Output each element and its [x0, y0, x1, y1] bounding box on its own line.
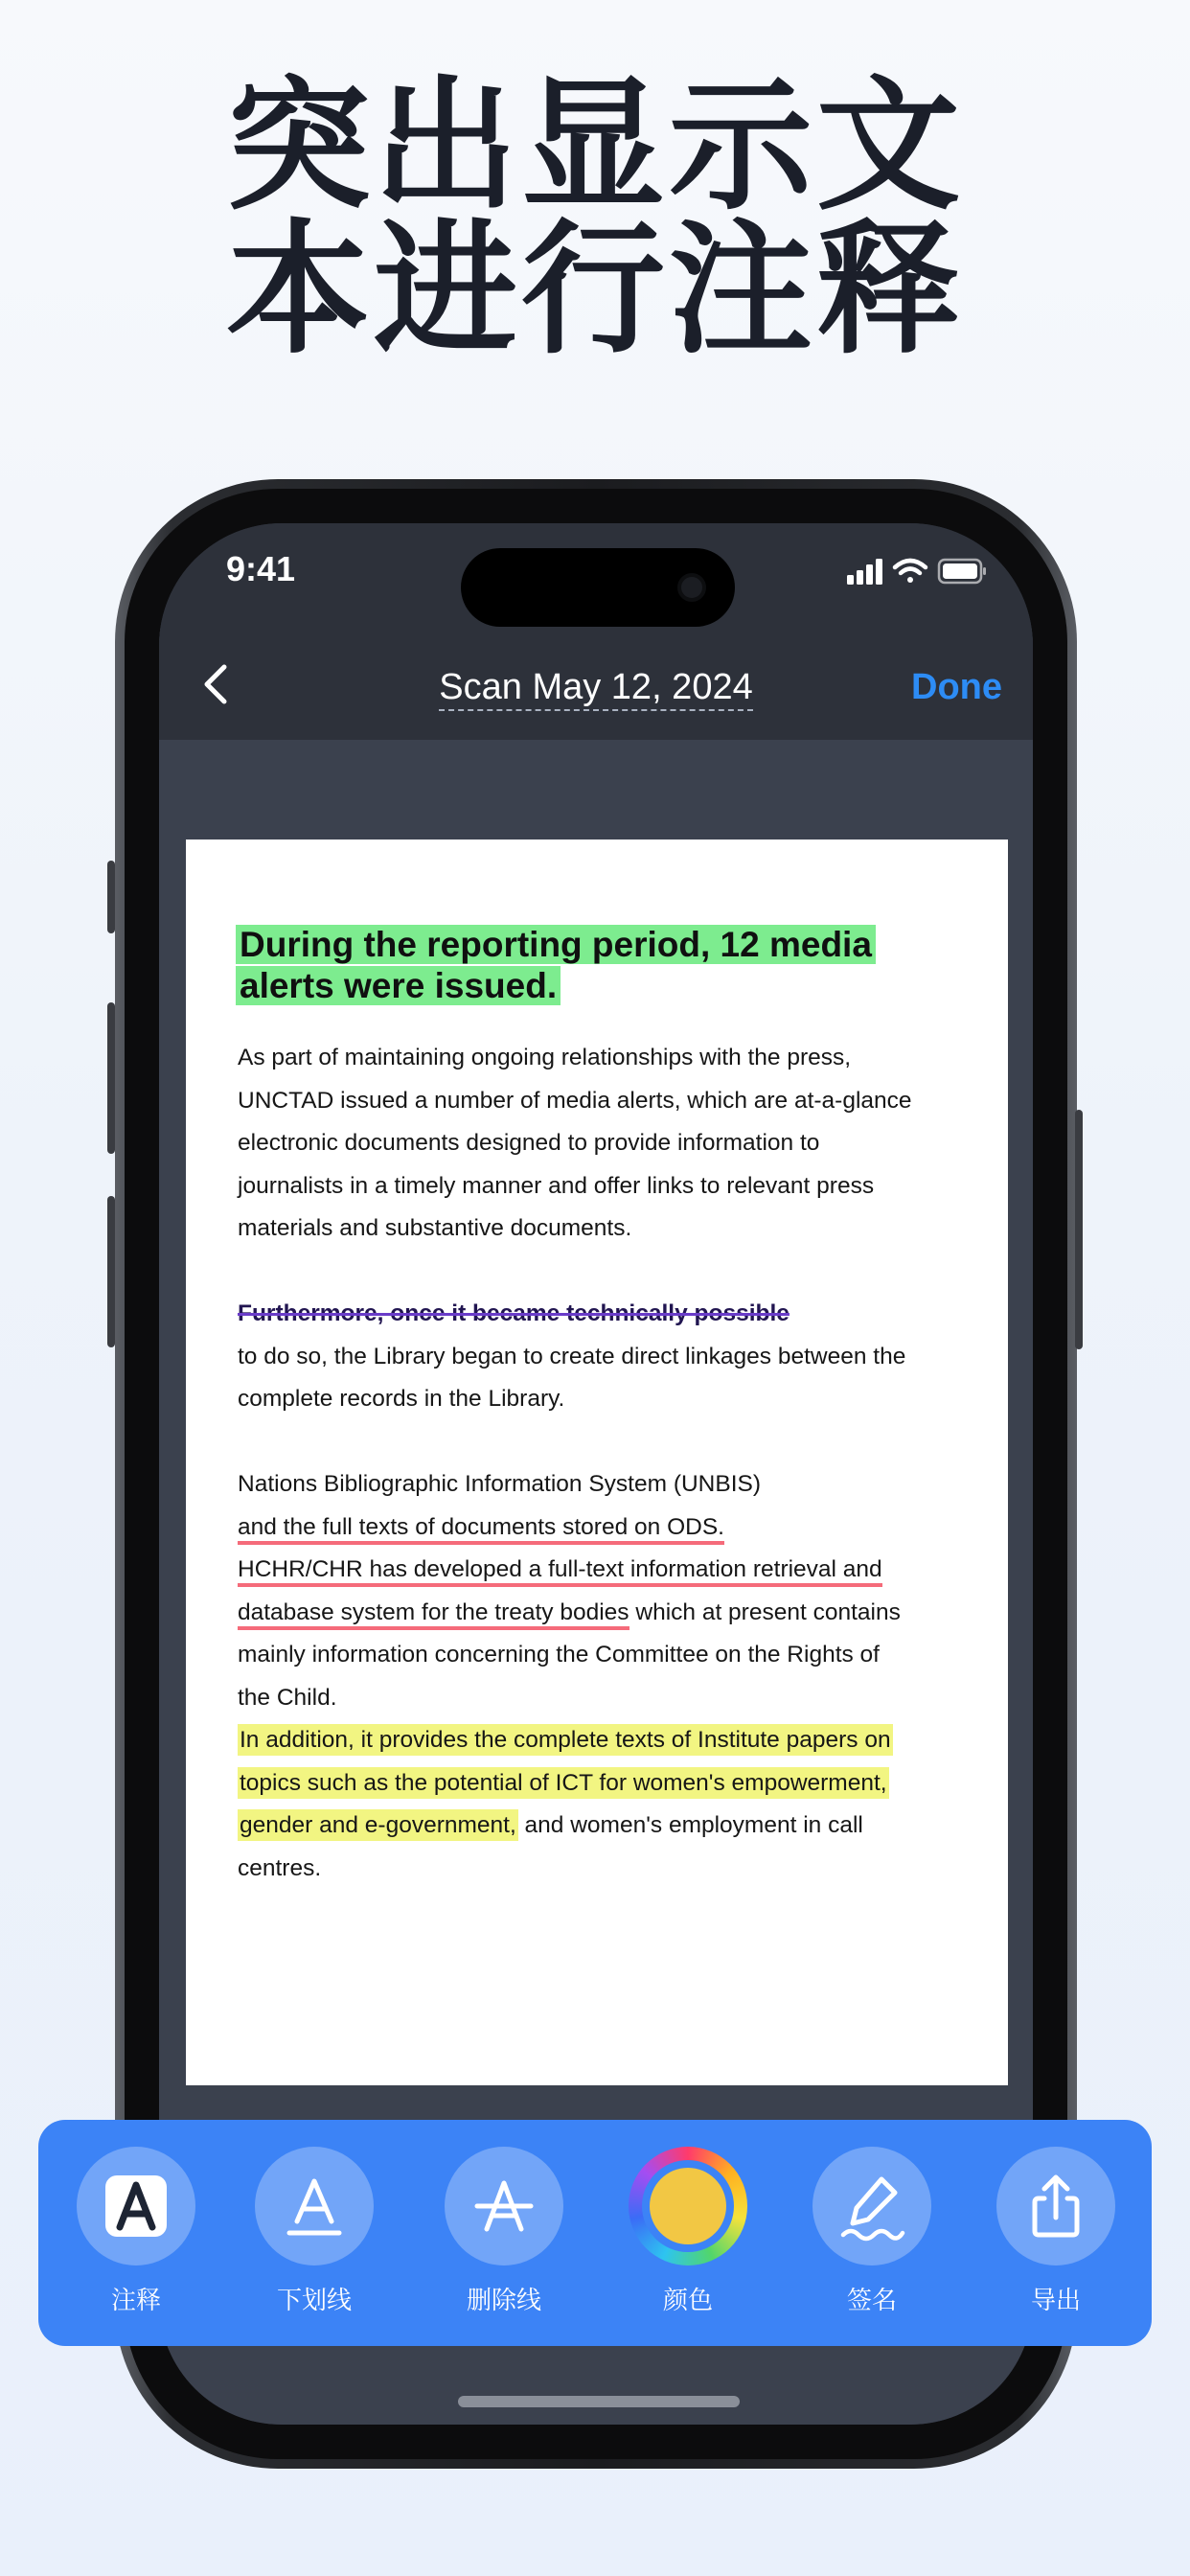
- share-icon: [996, 2147, 1115, 2266]
- paragraph-text: which at present contains: [629, 1598, 901, 1625]
- paragraph-text: and women's employment in call: [517, 1812, 863, 1839]
- paragraph-line: to do so, the Library began to create direct linkages between the: [238, 1343, 906, 1369]
- signature-icon: [812, 2147, 931, 2266]
- underline-tool-button[interactable]: [247, 2147, 381, 2316]
- export-tool-button[interactable]: [989, 2147, 1123, 2316]
- paragraph-1[interactable]: [238, 1037, 966, 1251]
- tool-label: 删除线: [466, 2287, 541, 2315]
- annotate-tool-button[interactable]: [69, 2147, 203, 2316]
- document-heading[interactable]: [236, 924, 926, 1006]
- annotate-icon: [77, 2147, 195, 2266]
- paragraph-2[interactable]: [238, 1293, 966, 1421]
- tool-label: 签名: [846, 2287, 897, 2315]
- paragraph-3[interactable]: [238, 1463, 966, 1720]
- volume-down-button: [107, 1196, 115, 1347]
- document-title[interactable]: [159, 667, 1033, 708]
- signature-tool-button[interactable]: [805, 2147, 939, 2316]
- tool-label: 注释: [110, 2287, 161, 2315]
- dynamic-island: [461, 548, 735, 627]
- navigation-bar: [159, 629, 1033, 740]
- color-tool-button[interactable]: [621, 2147, 755, 2316]
- headline-line-2: 本进行注释: [225, 207, 964, 374]
- paragraph-4[interactable]: [238, 1719, 966, 1890]
- color-wheel-icon: [629, 2147, 747, 2266]
- heading-line-2: alerts were issued.: [236, 966, 561, 1005]
- underline-icon: [255, 2147, 374, 2266]
- paragraph-line: journalists in a timely manner and offer links to relevant press: [238, 1172, 875, 1199]
- underlined-text: and the full texts of documents stored on ODS.: [238, 1514, 724, 1545]
- highlighted-text: topics such as the potential of ICT for women's empowerment,: [238, 1767, 889, 1799]
- status-time: 9:41: [226, 549, 296, 588]
- paragraph-line: materials and substantive documents.: [238, 1215, 632, 1242]
- tool-label: 下划线: [276, 2287, 352, 2315]
- promo-headline: [0, 63, 1190, 374]
- paragraph-line: mainly information concerning the Committee on the Rights of: [238, 1642, 880, 1668]
- annotation-toolbar: [38, 2120, 1152, 2346]
- highlighted-text: gender and e-government,: [238, 1809, 518, 1841]
- heading-line-1: During the reporting period, 12 media: [236, 925, 876, 964]
- paragraph-line: centres.: [238, 1854, 322, 1881]
- paragraph-line: complete records in the Library.: [238, 1386, 565, 1413]
- paragraph-line: UNCTAD issued a number of media alerts, which are at-a-glance: [238, 1087, 912, 1114]
- paragraph-line: electronic documents designed to provide information to: [238, 1130, 820, 1157]
- battery-icon: [939, 560, 986, 583]
- done-button[interactable]: Done: [911, 667, 1002, 707]
- headline-line-1: 突出显示文: [225, 63, 964, 230]
- tool-label: 导出: [1030, 2287, 1081, 2315]
- volume-up-button: [107, 1002, 115, 1154]
- status-icons: [847, 554, 991, 592]
- paragraph-line: the Child.: [238, 1684, 337, 1711]
- paragraph-line: Nations Bibliographic Information System (UNBIS): [238, 1471, 762, 1497]
- power-button: [1075, 1110, 1083, 1349]
- document-page[interactable]: [186, 840, 1008, 2085]
- home-indicator[interactable]: [458, 2396, 740, 2407]
- strikethrough-tool-button[interactable]: [437, 2147, 571, 2316]
- wifi-icon: [895, 561, 926, 583]
- document-title-text: Scan May 12, 2024: [439, 667, 752, 711]
- camera-icon: [677, 573, 706, 602]
- strikethrough-icon: [445, 2147, 563, 2266]
- strikethrough-text: Furthermore, once it became technically possible: [238, 1300, 790, 1326]
- cellular-signal-icon: [847, 559, 882, 585]
- highlighted-text: In addition, it provides the complete texts of Institute papers on: [238, 1724, 893, 1756]
- paragraph-line: As part of maintaining ongoing relationships with the press,: [238, 1045, 852, 1070]
- mute-switch: [107, 861, 115, 933]
- underlined-text: HCHR/CHR has developed a full-text information retrieval and: [238, 1556, 882, 1587]
- tool-label: 颜色: [662, 2287, 713, 2315]
- underlined-text: database system for the treaty bodies: [238, 1599, 629, 1630]
